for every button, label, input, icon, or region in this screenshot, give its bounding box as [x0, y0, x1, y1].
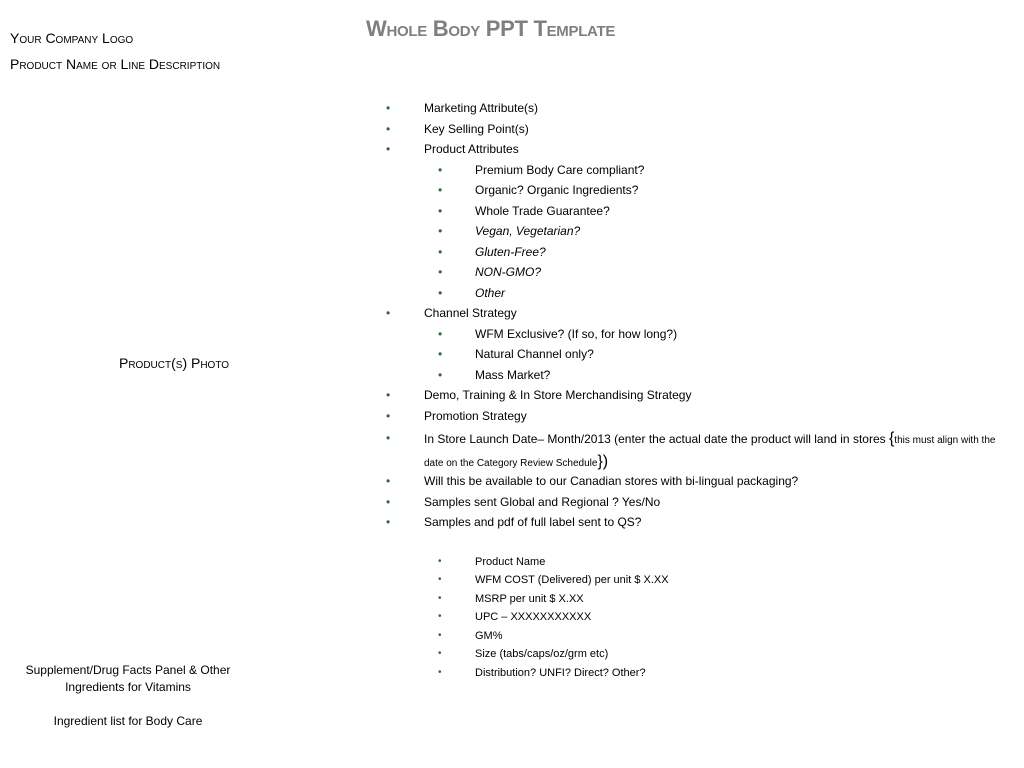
bullet-icon: • [386, 388, 391, 402]
bullet-icon: • [386, 101, 391, 115]
bullet-text: Promotion Strategy [424, 409, 527, 423]
bullet-text: GM% [475, 630, 503, 642]
bullet-icon: • [386, 495, 391, 509]
bullet-text: UPC – XXXXXXXXXXX [475, 611, 592, 623]
bullet-selling [386, 121, 529, 137]
bullet-text: Premium Body Care compliant? [475, 163, 645, 177]
bullet-icon: • [386, 409, 391, 423]
bullet-launch-date [386, 428, 999, 474]
detail-gm [438, 628, 503, 644]
bullet-icon: • [386, 515, 391, 529]
bullet-text: Whole Trade Guarantee? [475, 204, 610, 218]
bullet-icon: • [438, 183, 443, 197]
bullet-product-attributes [386, 141, 519, 157]
bullet-icon: • [438, 611, 442, 622]
bullet-text: Samples sent Global and Regional ? Yes/No [424, 495, 661, 509]
bullet-icon: • [386, 474, 391, 488]
bullet-samples-pdf [386, 514, 642, 530]
sub-bullet-vegan [438, 223, 581, 239]
bullet-icon: • [438, 347, 443, 361]
bullet-text: Natural Channel only? [475, 347, 594, 361]
sub-bullet-other [438, 285, 506, 301]
bullet-icon: • [438, 327, 443, 341]
sub-bullet-gluten [438, 244, 546, 260]
product-photo-placeholder: Product(s) Photo [119, 355, 230, 371]
launch-brace-close: }) [597, 453, 609, 470]
bullet-samples-global [386, 494, 661, 510]
sub-bullet-whole-trade [438, 203, 610, 219]
bullet-icon: • [386, 306, 391, 320]
sub-bullet-wfm-exclusive [438, 326, 678, 342]
bullet-text: Marketing Attribute(s) [424, 101, 539, 115]
bullet-marketing [386, 100, 539, 116]
detail-distribution [438, 665, 646, 681]
bullet-text: Vegan, Vegetarian? [475, 224, 581, 238]
bullet-icon: • [438, 224, 443, 238]
sub-bullet-organic [438, 182, 639, 198]
bullet-icon: • [438, 245, 443, 259]
bullet-icon: • [438, 286, 443, 300]
sub-bullet-mass-market [438, 367, 551, 383]
detail-size [438, 646, 609, 662]
bullet-icon: • [438, 630, 442, 641]
bullet-icon: • [438, 593, 442, 604]
bullet-icon: • [438, 204, 443, 218]
bullet-text: Samples and pdf of full label sent to QS? [424, 515, 642, 529]
bullet-icon: • [438, 368, 443, 382]
bullet-text: Product Name [475, 556, 546, 568]
product-line-label: Product Name or Line Description [10, 56, 221, 72]
bullet-text: Size (tabs/caps/oz/grm etc) [475, 648, 609, 660]
launch-brace-open: { [888, 430, 895, 447]
bullet-demo [386, 387, 692, 403]
bullet-text: Will this be available to our Canadian stores with bi-lingual packaging? [424, 474, 799, 488]
bullet-promotion [386, 408, 527, 424]
bullet-text: Mass Market? [475, 368, 551, 382]
sub-bullet-non-gmo [438, 264, 541, 280]
bullet-text: Key Selling Point(s) [424, 122, 529, 136]
launch-main-text: In Store Launch Date– Month/2013 (enter the actual date the product will land in stores [424, 432, 889, 446]
bullet-text: NON-GMO? [475, 265, 541, 279]
detail-upc [438, 609, 592, 625]
bullet-text: Gluten-Free? [475, 245, 546, 259]
bullet-icon: • [438, 556, 442, 567]
bullet-channel [386, 305, 517, 321]
ingredient-list-label: Ingredient list for Body Care [53, 714, 203, 728]
bullet-icon: • [438, 574, 442, 585]
detail-wfm-cost [438, 572, 669, 588]
bullet-text: Product Attributes [424, 142, 519, 156]
company-logo-label: Your Company Logo [10, 30, 134, 46]
detail-product-name [438, 554, 546, 570]
bullet-text: WFM COST (Delivered) per unit $ X.XX [475, 574, 669, 586]
bullet-text: Other [475, 286, 506, 300]
bullet-icon: • [438, 648, 442, 659]
bullet-text: Organic? Organic Ingredients? [475, 183, 639, 197]
bullet-icon: • [386, 142, 391, 156]
detail-msrp [438, 591, 584, 607]
bullet-icon: • [386, 431, 391, 445]
bullet-icon: • [386, 122, 391, 136]
bullet-icon: • [438, 667, 442, 678]
facts-panel-label: Supplement/Drug Facts Panel & Other Ingredients for Vitamins [25, 663, 231, 694]
bullet-text: Channel Strategy [424, 306, 517, 320]
bullet-canadian [386, 473, 799, 489]
bullet-text: MSRP per unit $ X.XX [475, 593, 584, 605]
bullet-text: Demo, Training & In Store Merchandising Strategy [424, 388, 692, 402]
slide-title: Whole Body PPT Template [366, 16, 616, 41]
sub-bullet-premium [438, 162, 645, 178]
bullet-icon: • [438, 265, 443, 279]
sub-bullet-natural-only [438, 346, 594, 362]
launch-note-text: this must align with the date on the Category Review Schedule [424, 435, 996, 469]
bullet-icon: • [438, 163, 443, 177]
bullet-text: Distribution? UNFI? Direct? Other? [475, 667, 646, 679]
bullet-text: WFM Exclusive? (If so, for how long?) [475, 327, 678, 341]
